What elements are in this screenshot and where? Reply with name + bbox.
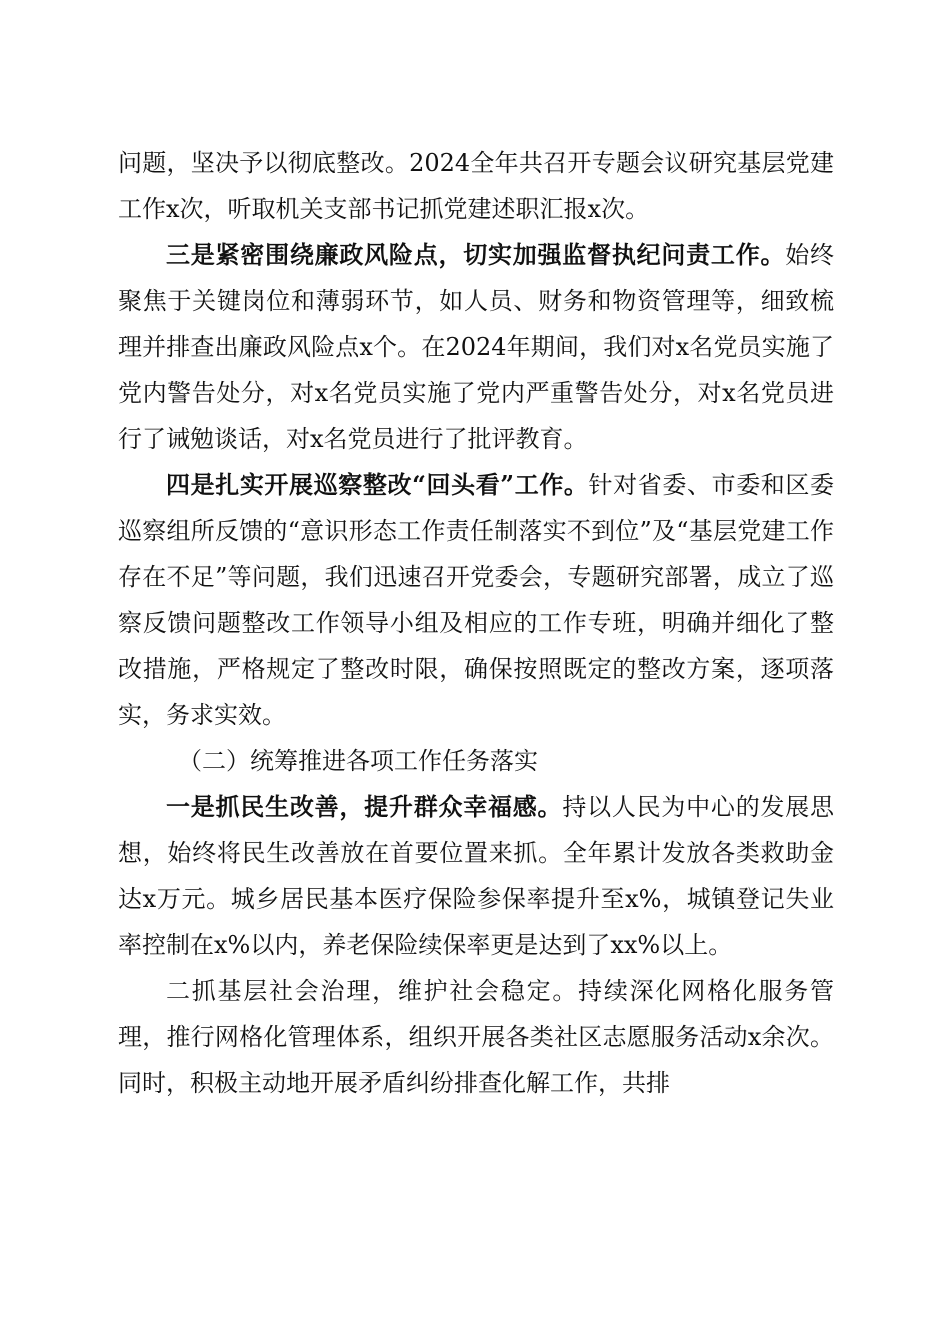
- paragraph-lead: 一是抓民生改善，提升群众幸福感。: [166, 792, 563, 821]
- paragraph-lead: 四是扎实开展巡察整改“回头看”工作。: [166, 470, 589, 499]
- paragraph-social-governance: [118, 968, 834, 1106]
- paragraph-lead: 三是紧密围绕廉政风险点，切实加强监督执纪问责工作。: [166, 240, 786, 269]
- paragraph-livelihood: [118, 784, 834, 968]
- document-body: [118, 140, 834, 1106]
- paragraph-party-building-meetings: [118, 140, 834, 232]
- paragraph-inspection-rectification: [118, 462, 834, 738]
- paragraph-text: 持以人民为中心的发展思想，始终将民生改善放在首要位置来抓。全年累计发放各类救助金达x万元。城乡居民基本医疗保险参保率提升至x%，城镇登记失业率控制在x%以内，养老保险续保率更是达到了xx%以上。: [118, 793, 835, 959]
- paragraph-integrity-risk: [118, 232, 834, 462]
- section-heading-text: （二）统筹推进各项工作任务落实: [178, 747, 538, 775]
- section-heading: [118, 738, 834, 784]
- paragraph-text: 针对省委、市委和区委巡察组所反馈的“意识形态工作责任制落实不到位”及“基层党建工作存在不足”等问题，我们迅速召开党委会，专题研究部署，成立了巡察反馈问题整改工作领导小组及相应的工作专班，明确并细化了整改措施，严格规定了整改时限，确保按照既定的整改方案，逐项落实，务求实效。: [118, 471, 835, 729]
- paragraph-text: 始终聚焦于关键岗位和薄弱环节，如人员、财务和物资管理等，细致梳理并排查出廉政风险点x个。在2024年期间，我们对x名党员实施了党内警告处分，对x名党员实施了党内严重警告处分，对x名党员进行了诫勉谈话，对x名党员进行了批评教育。: [118, 241, 835, 453]
- paragraph-text: 问题，坚决予以彻底整改。2024全年共召开专题会议研究基层党建工作x次，听取机关支部书记抓党建述职汇报x次。: [118, 149, 834, 223]
- paragraph-text: 二抓基层社会治理，维护社会稳定。持续深化网格化服务管理，推行网格化管理体系，组织开展各类社区志愿服务活动x余次。同时，积极主动地开展矛盾纠纷排查化解工作，共排: [118, 977, 834, 1097]
